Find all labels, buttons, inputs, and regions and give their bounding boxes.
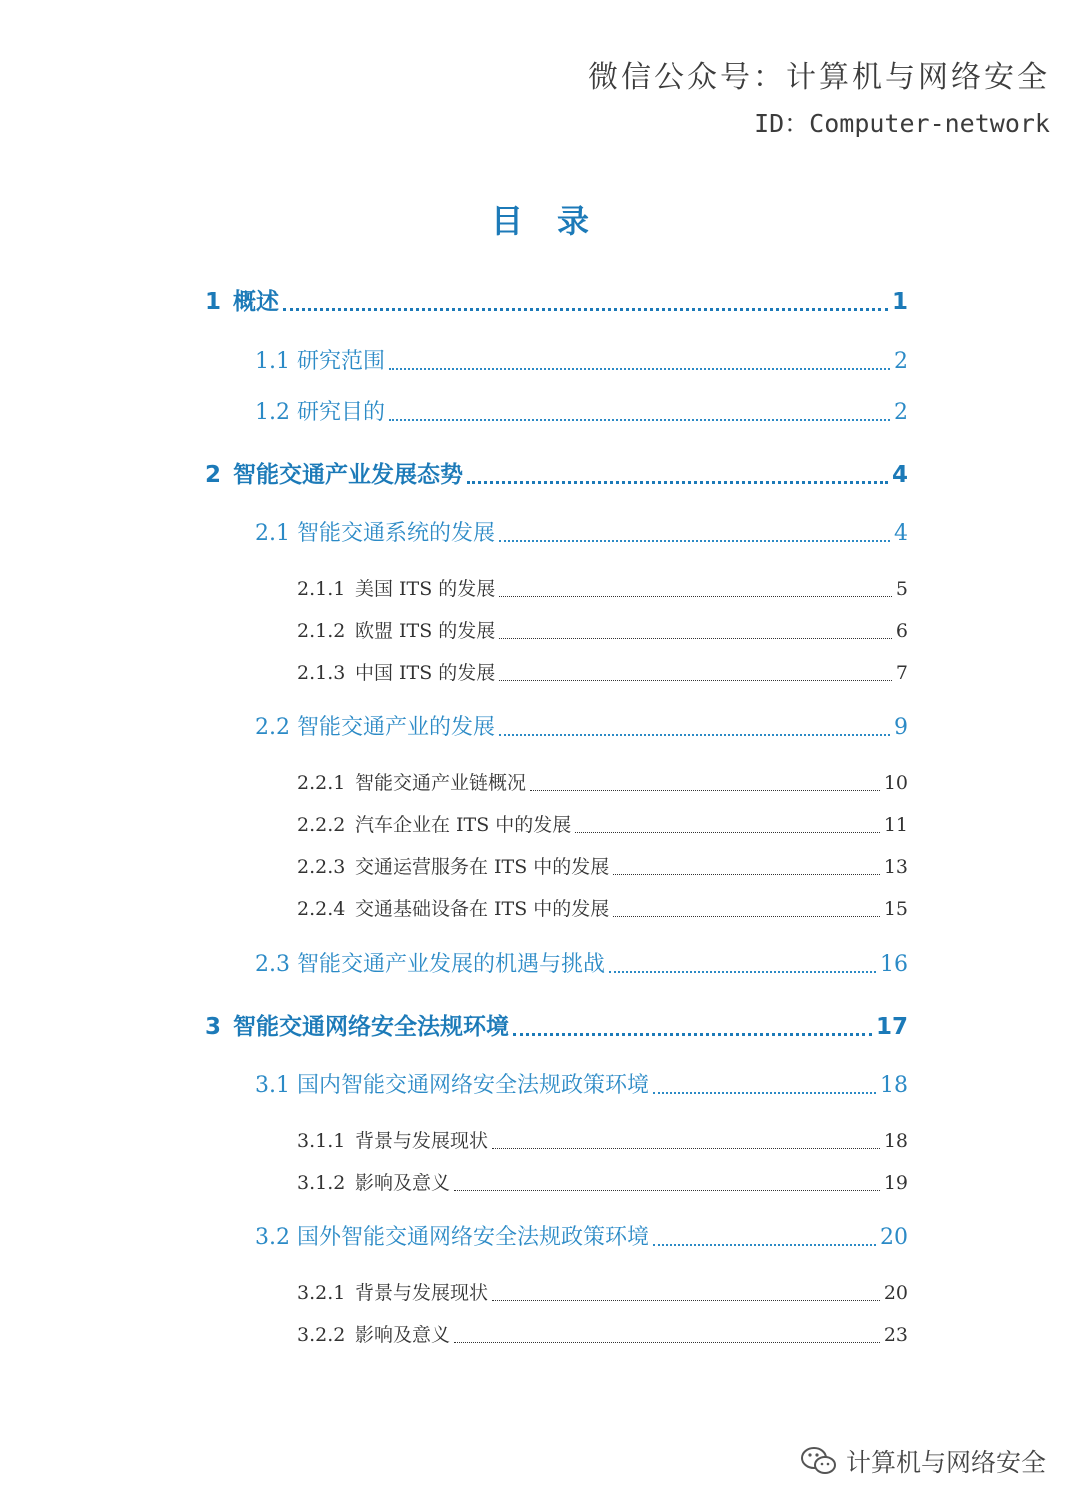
toc-number: 3.2.1 xyxy=(297,1282,346,1304)
toc-entry[interactable] xyxy=(205,456,908,489)
toc-label: 智能交通网络安全法规环境 xyxy=(233,1014,509,1040)
toc-number: 2 xyxy=(205,462,222,488)
toc-entry[interactable] xyxy=(297,658,908,685)
wechat-account-id: ID：Computer-network xyxy=(754,109,1050,138)
toc-page: 19 xyxy=(883,1172,908,1194)
toc-label: 国内智能交通网络安全法规政策环境 xyxy=(297,1073,650,1098)
toc-leader xyxy=(499,596,892,597)
toc-number: 2.2.4 xyxy=(297,898,346,920)
toc-number: 3.1.2 xyxy=(297,1172,346,1194)
toc-leader xyxy=(454,1190,880,1191)
toc-page: 16 xyxy=(880,952,908,977)
toc-leader xyxy=(613,916,880,917)
toc-entry[interactable] xyxy=(297,1126,908,1153)
toc-entry[interactable] xyxy=(297,894,908,921)
toc-entry[interactable] xyxy=(255,395,908,426)
toc-label: 欧盟 ITS 的发展 xyxy=(355,620,496,642)
toc-label: 美国 ITS 的发展 xyxy=(355,578,496,600)
toc-leader xyxy=(389,419,890,421)
toc-number: 2.2.2 xyxy=(297,814,346,836)
toc-label: 概述 xyxy=(233,289,279,315)
toc-leader xyxy=(499,680,892,681)
toc-label: 中国 ITS 的发展 xyxy=(355,662,496,684)
toc-page: 17 xyxy=(875,1014,908,1040)
toc-number: 2.1.3 xyxy=(297,662,346,684)
toc-leader xyxy=(530,790,880,791)
toc-number: 1.1 xyxy=(255,349,290,374)
toc-label: 背景与发展现状 xyxy=(355,1282,489,1304)
wechat-icon xyxy=(800,1445,838,1477)
toc-page: 20 xyxy=(883,1282,908,1304)
toc-label: 汽车企业在 ITS 中的发展 xyxy=(355,814,572,836)
toc-page: 6 xyxy=(895,620,908,642)
toc-number: 3 xyxy=(205,1014,222,1040)
toc-page: 20 xyxy=(880,1225,908,1250)
toc-entry[interactable] xyxy=(297,810,908,837)
toc-page: 4 xyxy=(891,462,908,488)
toc-leader xyxy=(499,734,890,736)
toc-label: 国外智能交通网络安全法规政策环境 xyxy=(297,1225,650,1250)
toc-label: 交通运营服务在 ITS 中的发展 xyxy=(355,856,610,878)
toc-label: 影响及意义 xyxy=(355,1324,451,1346)
toc-label: 智能交通系统的发展 xyxy=(297,521,496,546)
toc-entry[interactable] xyxy=(255,710,908,741)
toc-entry[interactable] xyxy=(297,1320,908,1347)
toc-page: 9 xyxy=(894,715,908,740)
toc-label: 交通基础设备在 ITS 中的发展 xyxy=(355,898,610,920)
toc-entry[interactable] xyxy=(255,1220,908,1251)
toc-leader xyxy=(575,832,880,833)
wechat-account-name: 微信公众号：计算机与网络安全 xyxy=(588,60,1050,95)
toc-leader xyxy=(492,1300,880,1301)
toc-entry[interactable] xyxy=(297,852,908,879)
toc-leader xyxy=(454,1342,880,1343)
watermark-text: 计算机与网络安全 xyxy=(845,1448,1046,1477)
toc-entry[interactable] xyxy=(297,574,908,601)
toc-leader xyxy=(653,1244,876,1246)
toc-label: 智能交通产业的发展 xyxy=(297,715,496,740)
toc-number: 2.3 xyxy=(255,952,290,977)
toc-entry[interactable] xyxy=(255,344,908,375)
toc-entry[interactable] xyxy=(205,1008,908,1041)
toc-page: 23 xyxy=(883,1324,908,1346)
toc-label: 背景与发展现状 xyxy=(355,1130,489,1152)
toc-leader xyxy=(613,874,880,875)
toc-entry[interactable] xyxy=(297,1168,908,1195)
toc-page: 2 xyxy=(894,349,908,374)
toc-leader xyxy=(653,1092,876,1094)
toc-leader xyxy=(499,638,892,639)
toc-page: 5 xyxy=(895,578,908,600)
toc-number: 2.1 xyxy=(255,521,290,546)
toc-number: 3.2 xyxy=(255,1225,290,1250)
toc-number: 1 xyxy=(205,289,222,315)
toc-label: 研究目的 xyxy=(297,400,386,425)
toc-number: 2.1.2 xyxy=(297,620,346,642)
toc-number: 3.1.1 xyxy=(297,1130,346,1152)
toc-number: 3.2.2 xyxy=(297,1324,346,1346)
toc-page: 18 xyxy=(883,1130,908,1152)
toc-leader xyxy=(389,368,890,370)
toc-leader xyxy=(467,481,888,484)
toc-page: 10 xyxy=(883,772,908,794)
toc-label: 研究范围 xyxy=(297,349,386,374)
toc-page: 2 xyxy=(894,400,908,425)
toc-leader xyxy=(283,308,888,311)
toc-page: 13 xyxy=(883,856,908,878)
toc-entry[interactable] xyxy=(205,283,908,316)
toc-page: 11 xyxy=(883,814,908,836)
toc-leader xyxy=(609,971,876,973)
toc-entry[interactable] xyxy=(297,616,908,643)
toc-number: 1.2 xyxy=(255,400,290,425)
toc-page: 18 xyxy=(880,1073,908,1098)
toc-number: 2.2 xyxy=(255,715,290,740)
toc-entry[interactable] xyxy=(297,1278,908,1305)
toc-page: 4 xyxy=(894,521,908,546)
toc-entry[interactable] xyxy=(255,1068,908,1099)
toc-number: 2.2.3 xyxy=(297,856,346,878)
toc-label: 智能交通产业发展的机遇与挑战 xyxy=(297,952,606,977)
toc-number: 2.1.1 xyxy=(297,578,346,600)
toc-label: 智能交通产业链概况 xyxy=(355,772,527,794)
toc-entry[interactable] xyxy=(255,516,908,547)
toc-number: 3.1 xyxy=(255,1073,290,1098)
watermark xyxy=(800,1443,1046,1479)
toc-leader xyxy=(492,1148,880,1149)
toc-label: 影响及意义 xyxy=(355,1172,451,1194)
toc-label: 智能交通产业发展态势 xyxy=(233,462,463,488)
page-title: 目录 xyxy=(490,202,623,240)
toc-leader xyxy=(499,540,890,542)
toc-page: 1 xyxy=(891,289,908,315)
toc-page: 15 xyxy=(883,898,908,920)
toc-entry[interactable] xyxy=(297,768,908,795)
toc-page: 7 xyxy=(895,662,908,684)
toc-number: 2.2.1 xyxy=(297,772,346,794)
toc-leader xyxy=(513,1033,872,1036)
toc-entry[interactable] xyxy=(255,947,908,978)
